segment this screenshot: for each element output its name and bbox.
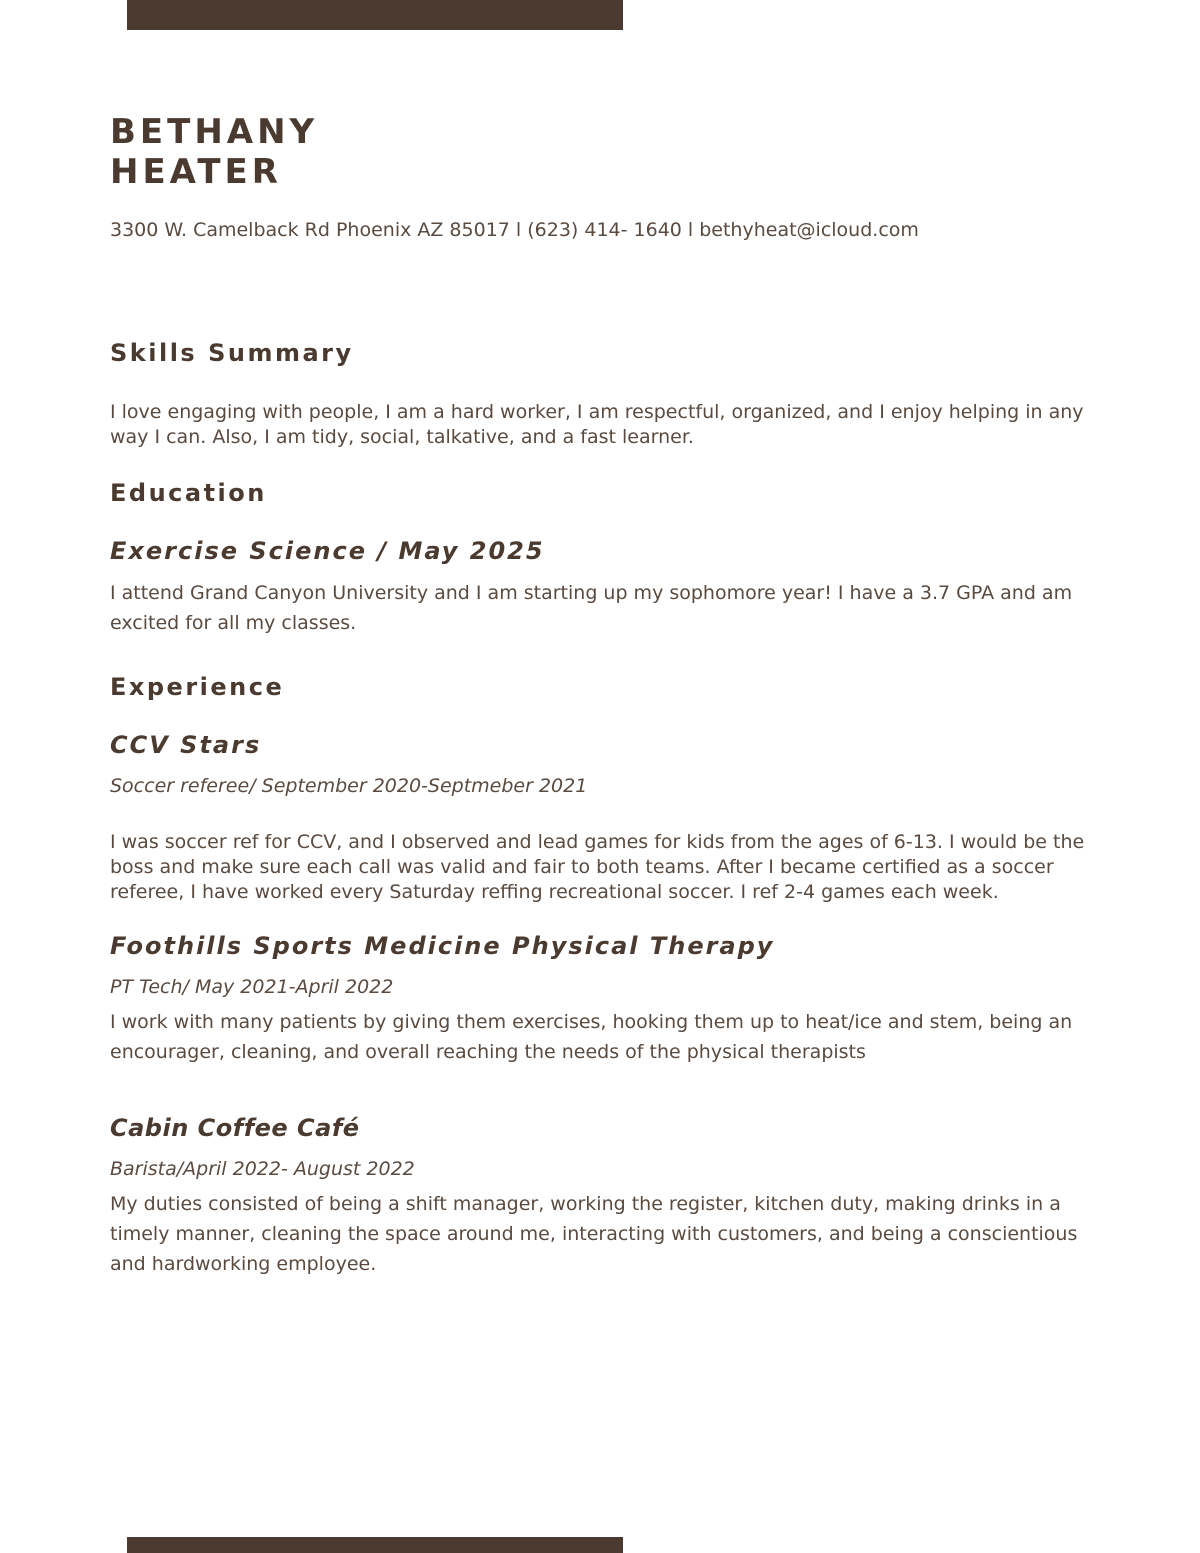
job-company: CCV Stars bbox=[110, 731, 262, 759]
job-role: PT Tech/ May 2021-April 2022 bbox=[110, 976, 394, 998]
job-company: Cabin Coffee Café bbox=[110, 1114, 360, 1142]
education-text: I attend Grand Canyon University and I am starting up my sophomore year! I have a 3.7 GPA and am excited for all my classes. bbox=[110, 582, 1073, 634]
first-name: BETHANY bbox=[110, 112, 319, 152]
contact-info: 3300 W. Camelback Rd Phoenix AZ 85017 l (623) 414- 1640 l bethyheat@icloud.com bbox=[110, 219, 919, 241]
job-role: Soccer referee/ September 2020-Septmeber 2021 bbox=[110, 775, 588, 797]
bottom-decorative-bar bbox=[127, 1537, 623, 1553]
education-heading: Education bbox=[110, 479, 267, 507]
job-company: Foothills Sports Medicine Physical Therapy bbox=[110, 932, 775, 960]
job-description: I was soccer ref for CCV, and I observed and lead games for kids from the ages of 6-13. I would be the boss and make sure each call was valid and fair to both teams. After I became certified as a soccer referee, I have worked every Saturday reffing recreational soccer. I ref 2-4 games each week. bbox=[110, 831, 1085, 903]
job-role: Barista/April 2022- August 2022 bbox=[110, 1158, 415, 1180]
experience-heading: Experience bbox=[110, 673, 285, 701]
resume-page bbox=[110, 112, 1100, 1279]
candidate-name bbox=[110, 112, 1100, 192]
education-degree: Exercise Science / May 2025 bbox=[110, 537, 545, 565]
top-decorative-bar bbox=[127, 0, 623, 30]
skills-summary-heading: Skills Summary bbox=[110, 339, 354, 367]
last-name: HEATER bbox=[110, 152, 282, 192]
job-description: My duties consisted of being a shift manager, working the register, kitchen duty, making drinks in a timely manner, cleaning the space around me, interacting with customers, and being a conscientious and hardworking employee. bbox=[110, 1193, 1078, 1275]
job-description: I work with many patients by giving them exercises, hooking them up to heat/ice and stem, being an encourager, cleaning, and overall reaching the needs of the physical therapists bbox=[110, 1011, 1073, 1063]
skills-summary-text: I love engaging with people, I am a hard worker, I am respectful, organized, and I enjoy helping in any way I can. Also, I am tidy, social, talkative, and a fast learner. bbox=[110, 401, 1084, 448]
